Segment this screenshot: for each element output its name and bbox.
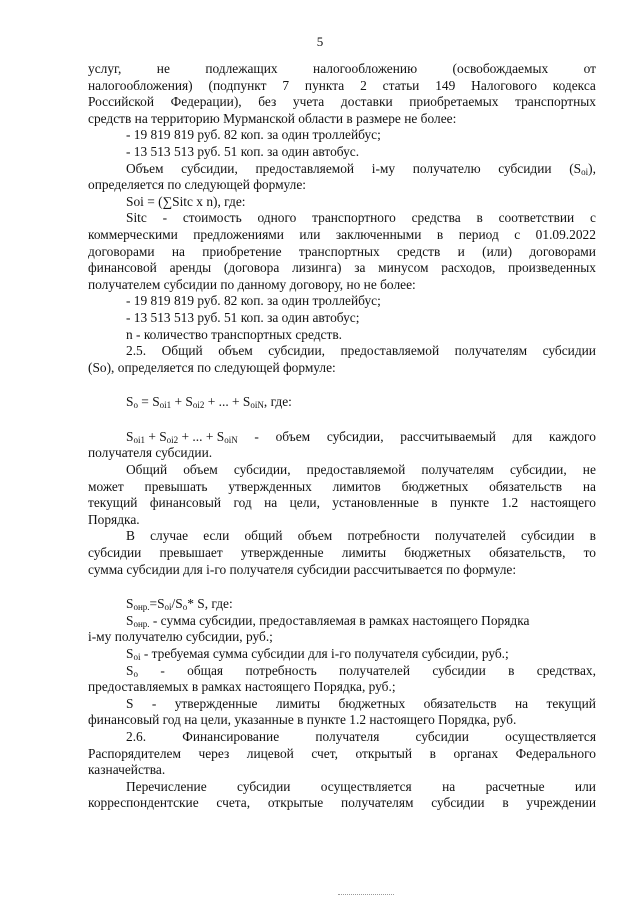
word: потребность: [245, 662, 317, 678]
word: утвержденные: [240, 545, 324, 561]
justified-line: [88, 260, 596, 277]
word: приобретение: [202, 243, 282, 259]
word: от: [583, 61, 596, 76]
word: с: [514, 226, 521, 242]
word: субсидии,: [233, 462, 291, 478]
word: потребности: [347, 528, 420, 544]
justified-line: [88, 429, 596, 446]
word: превышать: [144, 478, 208, 494]
word: договорами: [529, 243, 596, 259]
word: получателей: [339, 662, 411, 678]
word: лицевой: [246, 745, 294, 761]
word: бюджетных: [338, 695, 406, 711]
word: через: [198, 745, 230, 761]
word: Общий: [126, 462, 168, 478]
word: Федерального: [515, 745, 596, 761]
word: Объем: [126, 160, 164, 176]
word: S: [126, 695, 134, 711]
word: средств: [397, 243, 441, 259]
word: (подпункт: [208, 77, 267, 93]
word: на: [171, 243, 185, 259]
word: Налогового: [471, 77, 537, 93]
word: утвержденных: [228, 478, 312, 494]
justified-line: [88, 94, 596, 111]
text-line: (So), определяется по следующей формуле:: [88, 359, 336, 375]
formula-so: $S_o = S_{oi1} + S_{oi2}$ + ... + $S_{oiN}$, где:: [126, 394, 292, 411]
word: договорами: [88, 243, 155, 259]
word: получателям: [454, 343, 528, 359]
word: получателю: [412, 160, 481, 176]
word: (договора: [223, 260, 280, 276]
word: настоящего: [530, 495, 596, 511]
word: средствах,: [536, 662, 596, 678]
word: субсидии: [237, 778, 291, 794]
word: в: [429, 745, 436, 761]
word: Sitc: [126, 210, 147, 226]
word: получателям: [340, 795, 414, 811]
word: в: [436, 226, 444, 242]
word: лизинга): [292, 260, 342, 276]
word: получателей: [434, 528, 506, 544]
word: 2.6.: [126, 728, 147, 744]
justified-line: [88, 528, 596, 545]
word: приобретаемых: [409, 94, 499, 110]
justified-line: [88, 78, 596, 95]
word: аренды: [169, 260, 212, 276]
word: рассчитываемый: [400, 428, 496, 444]
word: доставки: [340, 94, 393, 110]
word: счет,: [311, 745, 338, 761]
text-line: i-му получателю субсидии, руб.;: [88, 629, 273, 645]
word: корреспондентские: [88, 795, 199, 811]
word: расчетные: [485, 778, 545, 794]
word: в: [476, 210, 483, 226]
word: (или): [482, 243, 513, 259]
text-line: финансовый год на цели, указанные в пункте 1.2 настоящего Порядка, руб.: [88, 712, 517, 728]
word: лимитов: [332, 478, 381, 494]
word: 2: [360, 77, 367, 93]
word: текущий: [88, 495, 138, 511]
word: налогообложения): [88, 77, 193, 93]
document-body: [88, 61, 596, 812]
word: транспортных: [515, 94, 596, 110]
word: кодекса: [552, 77, 596, 93]
word: обязательств: [489, 478, 563, 494]
justified-line: [88, 779, 596, 796]
word: финансовой: [88, 260, 157, 276]
word: осуществляется: [505, 728, 596, 744]
word: -: [160, 662, 165, 678]
word: одного: [257, 210, 297, 226]
sum-term: $S_{oi1} + S_{oi2}$ + ... + $S_{oiN}$: [126, 428, 238, 445]
word: предложениями: [193, 226, 284, 242]
word: субсидии,: [326, 428, 384, 444]
text-line: казначейства.: [88, 762, 166, 778]
page-number: 5: [316, 34, 324, 49]
word: год: [233, 495, 252, 511]
justified-line: [88, 495, 596, 512]
word: 7: [282, 77, 290, 93]
word: услуг,: [88, 61, 122, 76]
word: обязательств: [423, 695, 497, 711]
word: общая: [187, 662, 224, 678]
word: Распорядителем: [88, 745, 181, 761]
word: субсидии,: [181, 160, 238, 176]
text-line: Порядка.: [88, 511, 140, 527]
word: транспортных: [298, 243, 380, 259]
sonr-definition: $S_{онр.}$ - сумма субсидии, предоставляемая в рамках настоящего Порядка: [126, 612, 530, 629]
word: случае: [150, 528, 189, 544]
word: получателям: [421, 462, 494, 478]
subscript: oi: [581, 166, 589, 177]
word: бюджетных: [401, 478, 469, 494]
word: заключенными: [335, 226, 422, 242]
justified-line: [88, 462, 596, 479]
justified-line: [88, 479, 596, 496]
justified-line: [88, 545, 596, 562]
word: общий: [244, 528, 283, 544]
word: статьи: [382, 77, 420, 93]
word: i-му: [371, 160, 396, 176]
word: минусом: [378, 260, 429, 276]
word: с: [590, 210, 596, 226]
word: Перечисление: [126, 778, 207, 794]
text-line: получателя субсидии.: [88, 445, 213, 461]
word: субсидии,: [510, 462, 567, 478]
word: текущий: [546, 695, 596, 711]
justified-line: [88, 696, 596, 713]
soi-definition: $S_{oi}$ - требуемая сумма субсидии для i-го получателя субсидии, руб.;: [126, 646, 509, 662]
limit-trolleybus: - 19 819 819 руб. 82 коп. за один троллейбус;: [126, 127, 381, 143]
word: период: [458, 226, 499, 242]
word: предоставляемой: [340, 343, 440, 359]
word: объем: [275, 428, 311, 444]
word: субсидии: [542, 343, 596, 359]
word: в: [502, 795, 509, 811]
word: для: [512, 428, 533, 444]
word: субсидии: [432, 662, 486, 678]
so-term: $S_o$: [126, 662, 138, 679]
word: лимиты: [341, 545, 387, 561]
justified-line: [88, 746, 596, 763]
word: учета: [292, 94, 325, 110]
word: 2.5.: [126, 343, 147, 359]
word: субсидии: [521, 528, 575, 544]
word: если: [203, 528, 230, 544]
word: Общий: [161, 343, 203, 359]
word: 149: [435, 77, 456, 93]
word: финансовый: [149, 495, 222, 511]
word: транспортного: [312, 210, 396, 226]
word: -: [162, 210, 168, 226]
text-line: определяется по следующей формуле:: [88, 177, 307, 193]
word: каждого: [549, 428, 596, 444]
word: -: [151, 695, 157, 711]
word: обязательств,: [489, 545, 566, 561]
word: $(S_{oi})$,: [569, 160, 596, 177]
word: предоставляемой: [306, 462, 406, 478]
word: объем: [297, 528, 333, 544]
word: на: [442, 778, 456, 794]
word: субсидии,: [268, 343, 325, 359]
word: Финансирование: [182, 728, 280, 744]
text-line: получателем субсидии по данному договору, но не более:: [88, 276, 416, 292]
formula-sonr: $S_{онр.}=S_{oi}/S_o*$ S, где:: [126, 596, 233, 613]
word: субсидии: [498, 160, 552, 176]
word: налогообложению: [313, 61, 418, 76]
word: подлежащих: [205, 61, 278, 76]
justified-line: [88, 61, 596, 78]
word: может: [88, 478, 124, 494]
word: на: [582, 478, 596, 494]
word: установленные: [332, 495, 419, 511]
word: (освобождаемых: [452, 61, 549, 76]
word: расходов,: [441, 260, 496, 276]
word: Российской: [88, 94, 154, 110]
footer-rule: [338, 894, 394, 895]
word: В: [126, 528, 135, 544]
word: 1.2: [501, 495, 519, 511]
justified-line: [88, 161, 596, 178]
formula-soi: Soi = (∑Sitc x n), где:: [126, 193, 246, 209]
word: бюджетных: [404, 545, 471, 561]
word: субсидии: [88, 545, 142, 561]
word: стоимость: [182, 210, 242, 226]
limit-trolleybus: - 19 819 819 руб. 82 коп. за один троллейбус;: [126, 293, 381, 309]
word: или: [299, 226, 321, 242]
limit-bus: - 13 513 513 руб. 51 коп. за один автобус;: [126, 309, 360, 325]
justified-line: [88, 210, 596, 227]
word: учреждении: [526, 795, 596, 811]
word: коммерческими: [88, 226, 178, 242]
word: не: [156, 61, 170, 76]
text-line: средств на территорию Мурманской области в размере не более:: [88, 110, 457, 126]
word: и: [457, 243, 465, 259]
word: без: [258, 94, 277, 110]
justified-line: [88, 343, 596, 360]
justified-line: [88, 795, 596, 812]
justified-line: [88, 227, 596, 244]
word: -: [254, 428, 259, 444]
limit-bus: - 13 513 513 руб. 51 коп. за один автобус.: [126, 143, 360, 159]
justified-line: [88, 663, 596, 680]
word: пункте: [449, 495, 490, 511]
word: не: [582, 462, 596, 478]
text-line: сумма субсидии для i-го получателя субсидии рассчитывается по формуле:: [88, 561, 517, 577]
justified-line: [88, 244, 596, 261]
word: открытый: [355, 745, 413, 761]
word: в: [431, 495, 438, 511]
word: средства: [411, 210, 461, 226]
word: в: [508, 662, 515, 678]
word: цели,: [289, 495, 320, 511]
word: на: [514, 695, 529, 711]
word: субсидии: [431, 795, 485, 811]
text-line: предоставляемых в рамках настоящего Порядка, руб.;: [88, 679, 396, 695]
word: субсидии: [415, 728, 469, 744]
word: за: [354, 260, 366, 276]
word: на: [264, 495, 278, 511]
word: утвержденные: [174, 695, 258, 711]
word: открытые: [267, 795, 324, 811]
word: предоставляемой: [255, 160, 355, 176]
word: лимиты: [275, 695, 321, 711]
word: пункта: [304, 77, 345, 93]
word: осуществляется: [320, 778, 412, 794]
word: в: [589, 528, 596, 544]
word: 01.09.2022: [535, 226, 596, 242]
word: произведенных: [508, 260, 596, 276]
word: органах: [453, 745, 499, 761]
word: или: [574, 778, 596, 794]
word: объем: [218, 343, 253, 359]
word: объем: [183, 462, 218, 478]
word: то: [583, 545, 596, 561]
word: превышает: [159, 545, 223, 561]
n-definition: n - количество транспортных средств.: [126, 326, 343, 342]
word: Федерации),: [170, 94, 242, 110]
word: счета,: [216, 795, 251, 811]
word: получателя: [315, 728, 380, 744]
justified-line: [88, 729, 596, 746]
word: соответствии: [498, 210, 575, 226]
